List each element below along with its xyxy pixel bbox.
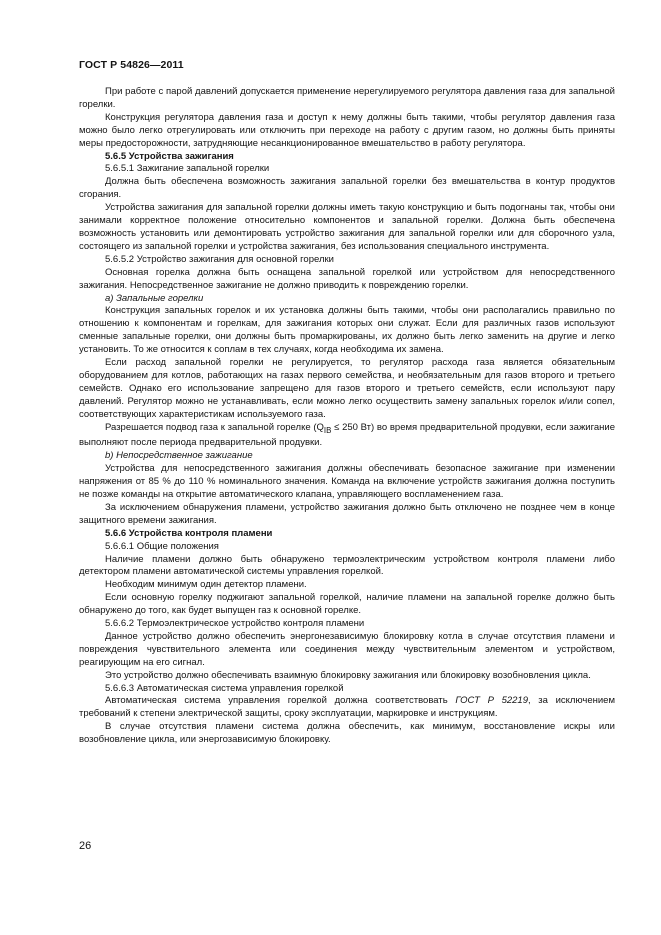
section-heading: b) Непосредственное зажигание — [105, 450, 253, 462]
section-heading: 5.6.6 Устройства контроля пламени — [105, 527, 273, 539]
section-heading: 5.6.5 Устройства зажигания — [105, 150, 234, 162]
body-paragraph: Устройства зажигания для запальной горелки должны иметь такую конструкцию и быть подогнаны так, чтобы они занимали корректное положение относительно компонентов и запальной горелки. Должна быть обеспечена возможность установить или демонтировать устройство зажигания для запальной горелки или для сборочного узла, состоящего из запальной горелки и устройства зажигания, без использования специального инструмента. — [79, 202, 615, 252]
body-paragraph: Это устройство должно обеспечивать взаимную блокировку зажигания или блокировку возобновления цикла. — [105, 669, 591, 681]
section-heading: а) Запальные горелки — [105, 292, 204, 304]
section-heading: 5.6.6.1 Общие положения — [105, 540, 219, 552]
section-heading: 5.6.5.2 Устройство зажигания для основной горелки — [105, 253, 334, 265]
body-paragraph: За исключением обнаружения пламени, устройство зажигания должно быть отключено не позднее чем в конце защитного времени зажигания. — [79, 501, 615, 526]
body-paragraph: Основная горелка должна быть оснащена запальной горелкой или устройством для непосредственного зажигания. Непосредственное зажигание не должно приводить к повреждению горелки. — [79, 266, 615, 291]
body-paragraph: Если основную горелку поджигают запальной горелкой, наличие пламени на запальной горелке должно быть обнаружено до того, как будет выпущен газ к основной горелке. — [79, 592, 615, 617]
body-paragraph: При работе с парой давлений допускается применение нерегулируемого регулятора давления газа для запальной горелки. — [79, 86, 615, 110]
section-heading: 5.6.5.1 Зажигание запальной горелки — [105, 163, 270, 175]
section-heading: 5.6.6.3 Автоматическая система управления горелкой — [105, 682, 344, 694]
page-number: 26 — [79, 840, 92, 852]
body-paragraph: Разрешается подвод газа к запальной горелке ($Q_{IB} \le 250$ Вт) во время предварительной продувки, если зажигание выполняют после периода предварительной продувки. — [79, 421, 615, 449]
body-paragraph: Конструкция регулятора давления газа и доступ к нему должны быть такими, чтобы регулятор давления газа можно было легко отрегулировать или отключить при переходе на работу с другим газом, но должны быть приняты меры предосторожности, затрудняющие несанкционированное вмешательство в работу регулятора. — [79, 111, 615, 149]
body-paragraph: В случае отсутствия пламени система должна обеспечить, как минимум, восстановление искры или возобновление цикла, или энергозависимую блокировку. — [79, 721, 615, 746]
body-paragraph: Данное устройство должно обеспечить энергонезависимую блокировку котла в случае отсутствия пламени и повреждения чувствительного элемента или соединения между чувствительным элементом и устройством, реагирующим на его сигнал. — [79, 630, 615, 668]
section-heading: 5.6.6.2 Термоэлектрическое устройство контроля пламени — [105, 618, 365, 630]
body-paragraph: Наличие пламени должно быть обнаружено термоэлектрическим устройством контроля пламени либо детектором пламени автоматической системы управления горелкой. — [79, 553, 615, 578]
body-paragraph: Необходим минимум один детектор пламени. — [105, 579, 307, 591]
body-paragraph: Должна быть обеспечена возможность зажигания запальной горелки без вмешательства в контур продуктов сгорания. — [79, 176, 615, 201]
body-paragraph: Устройства для непосредственного зажигания должны обеспечивать безопасное зажигание при изменении напряжения от 85 % до 110 % номинального значения. Команда на включение устройств зажигания должна поступить не позже команды на открытие автоматического клапана, управляющего воспламенением газа. — [79, 463, 615, 500]
document-body — [79, 86, 615, 747]
body-paragraph: Конструкция запальных горелок и их установка должны быть такими, чтобы они располагались правильно по отношению к компонентам и горелкам, для зажигания которых они служат. Если для различных газов используют сменные запальные горелки, они должны быть промаркированы, их должно быть легко заменить на другие и легко установить. То же относится к соплам в тех случаях, когда необходима их замена. — [79, 305, 615, 356]
standard-header: ГОСТ Р 54826—2011 — [79, 59, 184, 71]
body-paragraph: Автоматическая система управления горелкой должна соответствовать ГОСТ Р 52219, за исключением требований к степени электрической защиты, сроку эксплуатации, маркировке и инструкциям. — [79, 695, 615, 720]
body-paragraph: Если расход запальной горелки не регулируется, то регулятор расхода газа является обязательным оборудованием для котлов, работающих на газах первого семейства, и необязательным для газов второго и третьего семейств. Однако его использование запрещено для газов второго и третьего семейств, если используют пару давлений. Регулятор можно не устанавливать, если можно легко осуществить замену запальных горелок и/или сопел, соответствующих характеристикам используемого газа. — [79, 357, 615, 420]
